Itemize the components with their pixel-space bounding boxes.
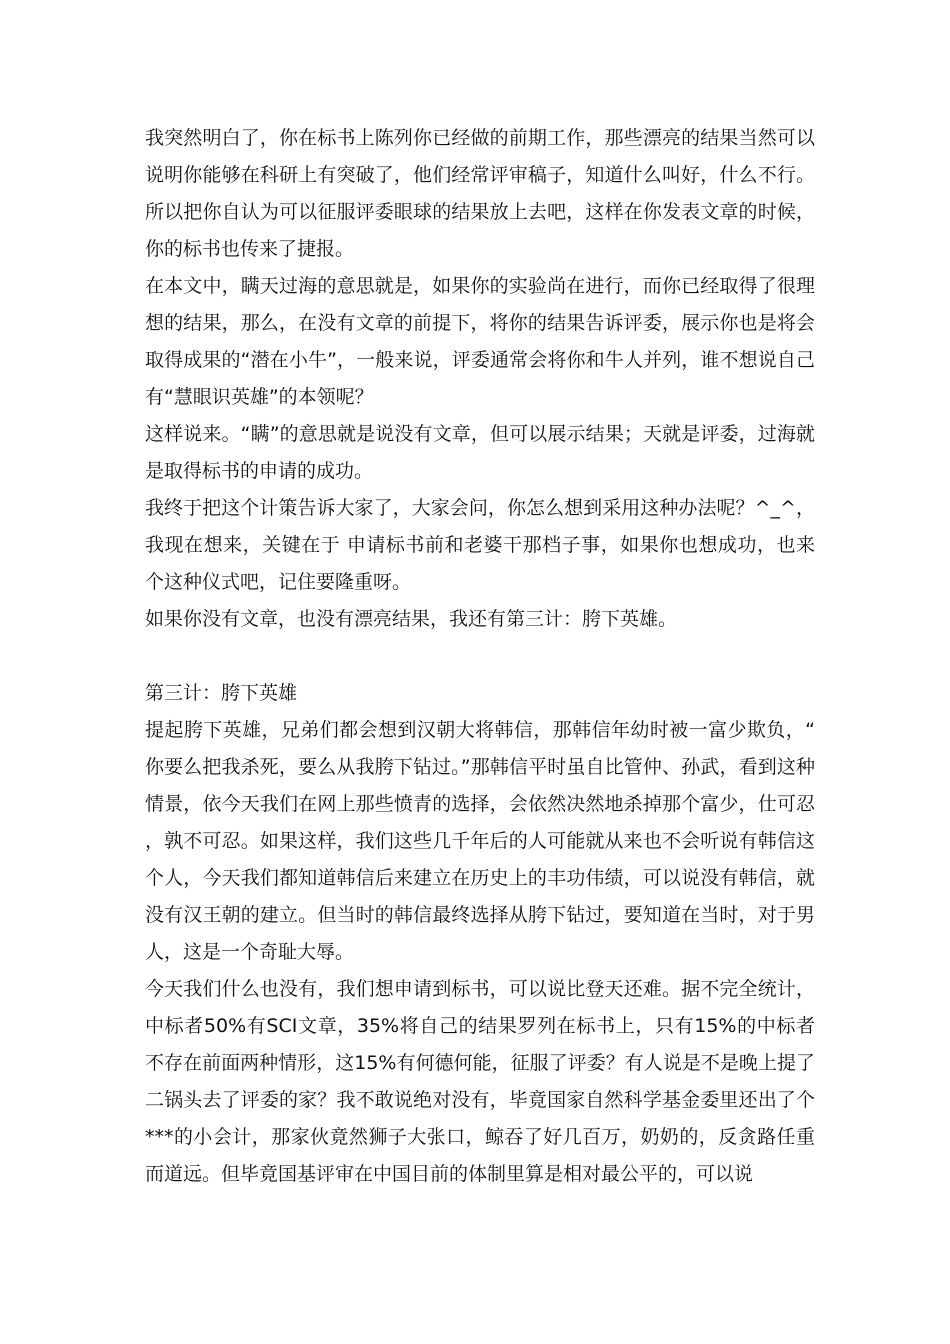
paragraph-spacer [145,638,815,675]
paragraph-transition: 如果你没有文章，也没有漂亮结果，我还有第三计：胯下英雄。 [145,608,678,630]
paragraph-hanxin-story: 提起胯下英雄，兄弟们都会想到汉朝大将韩信，那韩信年幼时被一富少欺负，“你要么把我杀死，要么从我胯下钻过。”那韩信平时虽自比管仲、孙武，看到这种情景，依今天我们在网上那些愤青的选择，会依然决然地杀掉那个富少，仕可忍，孰不可忍。如果这样，我们这些几千年后的人可能就从来也不会听说有韩信这个人，今天我们都知道韩信后来建立在历史上的丰功伟绩，可以说没有韩信，就没有汉王朝的建立。但当时的韩信最终选择从胯下钻过，要知道在当时，对于男人，这是一个奇耻大辱。 [145,719,815,963]
paragraph-explanation: 这样说来。“瞒”的意思就是说没有文章，但可以展示结果；天就是评委，过海就是取得标书的申请的成功。 [145,423,815,482]
paragraph-reveal: 我终于把这个计策告诉大家了，大家会问，你怎么想到采用这种办法呢？^_^，我现在想来，关键在于 申请标书前和老婆干那档子事，如果你也想成功，也来个这种仪式吧，记住要隆重呀。 [145,497,815,593]
paragraph-statistics: 今天我们什么也没有，我们想申请到标书，可以说比登天还难。据不完全统计，中标者50%有SCI文章，35%将自己的结果罗列在标书上，只有15%的中标者不存在前面两种情形，这15%有何德何能，征服了评委？有人说是不是晚上提了二锅头去了评委的家？我不敢说绝对没有，毕竟国家自然科学基金委里还出了个***的小会计，那家伙竟然狮子大张口，鲸吞了好几百万，奶奶的，反贪路任重而道远。但毕竟国基评审在中国目前的体制里算是相对最公平的，可以说 [145,978,815,1185]
paragraph-meaning: 在本文中，瞒天过海的意思就是，如果你的实验尚在进行，而你已经取得了很理想的结果，那么，在没有文章的前提下，将你的结果告诉评委，展示你也是将会取得成果的“潜在小牛”，一般来说，评委通常会将你和牛人并列，谁不想说自己有“慧眼识英雄”的本领呢？ [145,275,815,408]
paragraph-conclusion: 我突然明白了，你在标书上陈列你已经做的前期工作，那些漂亮的结果当然可以说明你能够在科研上有突破了，他们经常评审稿子，知道什么叫好，什么不行。所以把你自认为可以征服评委眼球的结果放上去吧，这样在你发表文章的时候，你的标书也传来了捷报。 [145,127,815,260]
document-body [145,120,815,1193]
section-heading: 第三计：胯下英雄 [145,682,298,704]
